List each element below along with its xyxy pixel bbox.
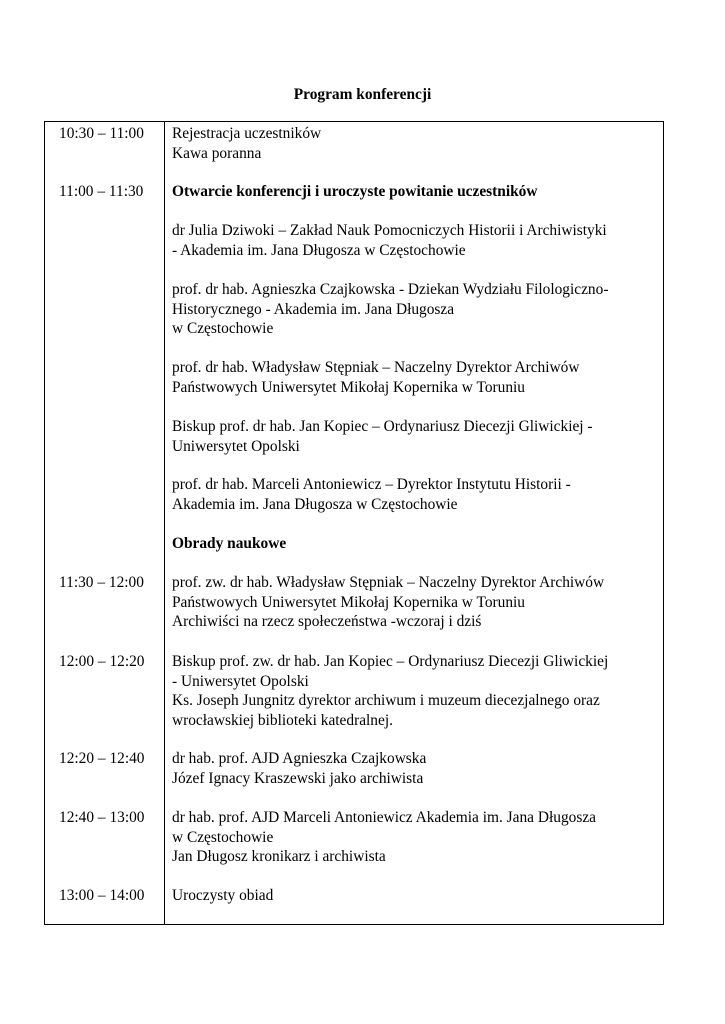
entry-line: Kawa poranna	[172, 144, 262, 162]
program-entry-talk	[172, 652, 662, 730]
program-entry-registration	[172, 124, 662, 163]
entry-line: Ks. Joseph Jungnitz dyrektor archiwum i muzeum diecezjalnego oraz	[172, 692, 600, 710]
time-slot: 10:30 – 11:00	[59, 125, 144, 142]
entry-line: Uniwersytet Opolski	[172, 437, 300, 455]
program-entry-talk	[172, 808, 662, 867]
time-slot: 11:30 – 12:00	[59, 574, 144, 591]
entry-line: Państwowych Uniwersytet Mikołaj Kopernika w Toruniu	[172, 593, 525, 611]
entry-heading: Otwarcie konferencji i uroczyste powitanie uczestników	[172, 183, 538, 200]
program-entry-speaker	[172, 358, 662, 397]
entry-line: Akademia im. Jana Długosza w Częstochowie	[172, 495, 458, 513]
entry-line: Archiwiści na rzecz społeczeństwa -wczoraj i dziś	[172, 613, 482, 631]
program-entry-speaker	[172, 417, 662, 456]
entry-line: Józef Ignacy Kraszewski jako archiwista	[172, 769, 424, 787]
entry-line: dr Julia Dziwoki – Zakład Nauk Pomocniczych Historii i Archiwistyki	[172, 222, 607, 239]
document-title: Program konferencji	[293, 86, 432, 103]
entry-line: Uroczysty obiad	[172, 887, 274, 904]
program-entry-talk	[172, 573, 662, 632]
entry-line: Biskup prof. zw. dr hab. Jan Kopiec – Ordynariusz Diecezji Gliwickiej	[172, 653, 609, 670]
entry-line: w Częstochowie	[172, 320, 274, 338]
entry-line: dr hab. prof. AJD Agnieszka Czajkowska	[172, 750, 427, 767]
entry-line: prof. dr hab. Marceli Antoniewicz – Dyrektor Instytutu Historii -	[172, 476, 571, 493]
entry-line: Biskup prof. dr hab. Jan Kopiec – Ordynariusz Diecezji Gliwickiej -	[172, 418, 593, 435]
time-slot: 12:20 – 12:40	[59, 750, 145, 767]
program-entry-speaker	[172, 280, 662, 339]
entry-line: Jan Długosz kronikarz i archiwista	[172, 848, 386, 866]
program-entry-speaker	[172, 221, 662, 260]
entry-line: prof. dr hab. Władysław Stępniak – Naczelny Dyrektor Archiwów	[172, 359, 580, 376]
entry-line: Historycznego - Akademia im. Jana Długosza	[172, 300, 455, 318]
entry-line: dr hab. prof. AJD Marceli Antoniewicz Akademia im. Jana Długosza	[172, 809, 596, 826]
entry-line: wrocławskiej biblioteki katedralnej.	[172, 711, 393, 729]
time-slot: 12:40 – 13:00	[59, 809, 145, 826]
column-divider	[164, 122, 165, 924]
entry-line: Państwowych Uniwersytet Mikołaj Kopernika w Toruniu	[172, 378, 525, 396]
program-entry-talk	[172, 749, 662, 788]
time-slot: 11:00 – 11:30	[59, 183, 144, 200]
entry-line: - Uniwersytet Opolski	[172, 672, 309, 690]
entry-line: Rejestracja uczestników	[172, 125, 322, 142]
program-entry-opening	[172, 182, 662, 202]
program-entry-session	[172, 534, 662, 554]
program-entry-lunch	[172, 886, 662, 906]
program-table	[44, 121, 664, 925]
time-slot: 13:00 – 14:00	[59, 887, 145, 904]
entry-line: - Akademia im. Jana Długosza w Częstochowie	[172, 241, 466, 259]
program-entry-speaker	[172, 475, 662, 514]
entry-line: w Częstochowie	[172, 828, 274, 846]
entry-heading: Obrady naukowe	[172, 535, 287, 552]
time-slot: 12:00 – 12:20	[59, 653, 145, 670]
entry-line: prof. zw. dr hab. Władysław Stępniak – Naczelny Dyrektor Archiwów	[172, 574, 605, 591]
entry-line: prof. dr hab. Agnieszka Czajkowska - Dziekan Wydziału Filologiczno-	[172, 281, 609, 298]
